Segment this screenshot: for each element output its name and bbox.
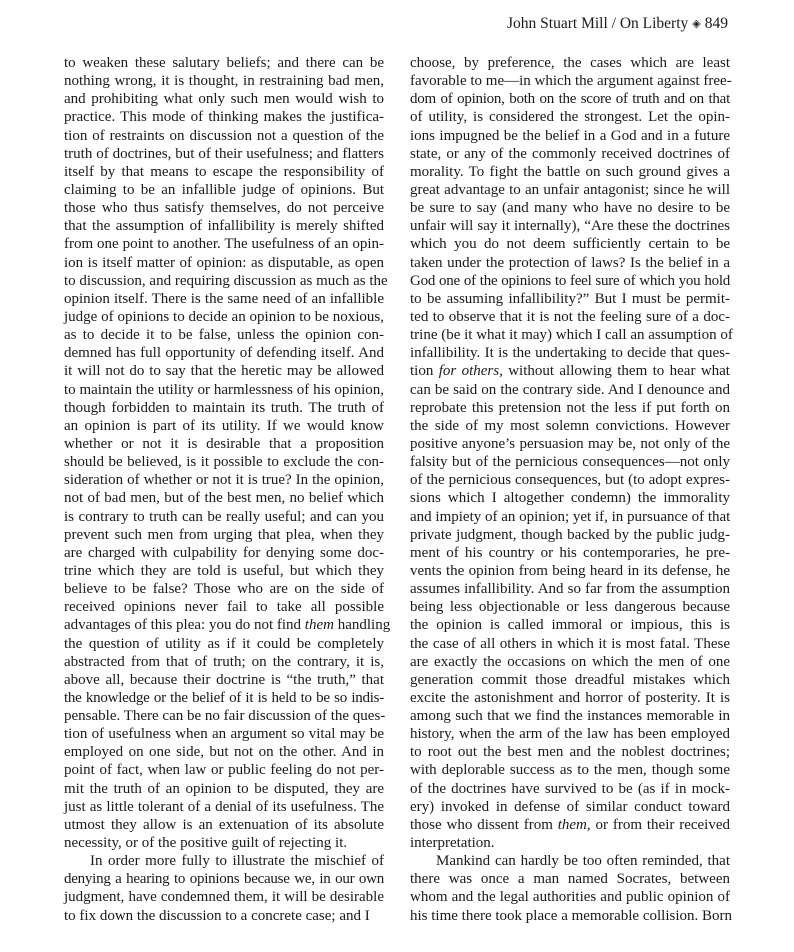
emphasis-run: them, bbox=[557, 816, 591, 833]
text-line: demned has full opportunity of defending itself. And bbox=[64, 345, 384, 362]
text-line: necessity, or of the positive guilt of rejecting it. bbox=[64, 835, 348, 852]
text-line: to fix down the discussion to a concrete case; and I bbox=[64, 907, 370, 924]
text-line: it will not do to say that the heretic may be allowed bbox=[64, 363, 384, 380]
text-line: prevent such men from urging that plea, when they bbox=[64, 526, 384, 543]
page-number: 849 bbox=[704, 15, 728, 32]
text-line: ion is itself matter of opinion: as disputable, as open bbox=[64, 254, 384, 271]
text-run: without allowing them to hear what bbox=[502, 363, 730, 380]
text-line: is contrary to truth can be really useful; and can you bbox=[64, 508, 384, 525]
text-line: practice. This mode of thinking makes the justifica- bbox=[64, 109, 384, 126]
text-line: the knowledge or the belief of it is held to be so indis- bbox=[64, 689, 384, 706]
text-line: utmost they allow is an extenuation of its absolute bbox=[64, 816, 384, 833]
text-line: dom of opinion, both on the score of truth and on that bbox=[410, 91, 730, 108]
text-line: judge of opinions to decide an opinion to be noxious, bbox=[64, 308, 384, 325]
text-line: In order more fully to illustrate the mischief of bbox=[90, 853, 384, 870]
text-line: judgment, have condemned them, it will be desirable bbox=[64, 889, 384, 906]
text-line: his time there took place a memorable collision. Born bbox=[410, 907, 732, 924]
text-line: whether or not it is desirable that a proposition bbox=[64, 435, 384, 452]
text-line: those who thus satisfy themselves, do not perceive bbox=[64, 200, 384, 217]
text-line: whom and the legal authorities and public opinion of bbox=[410, 889, 730, 906]
text-line: can be said on the contrary side. And I denounce and bbox=[410, 381, 730, 398]
text-line: though forbidden to maintain its truth. The truth of bbox=[64, 399, 384, 416]
text-run: handling bbox=[333, 617, 391, 634]
text-line: above all, because their doctrine is “the truth,” that bbox=[64, 671, 384, 688]
text-line: trine (be it what it may) which I call an assumption of bbox=[410, 327, 733, 344]
text-line: generation commit those dreadful mistakes which bbox=[410, 671, 730, 688]
text-line: among such that we find the instances memorable in bbox=[410, 708, 730, 725]
text-line: as to decide it to be false, unless the opinion con- bbox=[64, 327, 384, 344]
text-line: to root out the best men and the noblest doctrines; bbox=[410, 744, 730, 761]
text-run: advantages of this plea: you do not find bbox=[64, 617, 305, 634]
text-line: vents the opinion from being heard in its defense, he bbox=[410, 562, 730, 579]
text-line: just as little tolerant of a denial of its usefulness. The bbox=[64, 798, 384, 815]
text-line: claiming to be an infallible judge of opinions. But bbox=[64, 181, 384, 198]
text-line: tion of restraints on discussion not a question of the bbox=[64, 127, 384, 144]
text-line: trine which they are told is useful, but which they bbox=[64, 562, 384, 579]
right-column bbox=[410, 54, 733, 925]
text-line: there was once a man named Socrates, between bbox=[410, 871, 730, 888]
text-line: of the pernicious consequences, but (to adopt expres- bbox=[410, 472, 730, 489]
emphasis-run: them bbox=[304, 617, 334, 634]
text-line: which you do not deem sufficiently certain to be bbox=[410, 236, 730, 253]
text-line: itself by that means to escape the responsibility of bbox=[64, 163, 384, 180]
text-line: denying a hearing to opinions because we, in our own bbox=[64, 871, 384, 888]
text-line: to be assuming infallibility?” But I must be permit- bbox=[410, 290, 730, 307]
text-line: falsity but of the pernicious consequences—not only bbox=[410, 454, 730, 471]
text-line: should be believed, is it possible to exclude the con- bbox=[64, 454, 384, 471]
text-line: of utility, is considered the strongest. Let the opin- bbox=[410, 109, 730, 126]
text-line: interpretation. bbox=[410, 835, 495, 852]
diamond-separator-icon: ◈ bbox=[692, 18, 701, 30]
text-line bbox=[64, 616, 391, 634]
text-line: the side of my most solemn convictions. However bbox=[410, 417, 730, 434]
text-line: ions impugned be the belief in a God and in a future bbox=[410, 127, 730, 144]
text-line: and impiety of an opinion; yet if, in pursuance of that bbox=[410, 508, 731, 525]
text-line: opinion itself. There is the same need of an infallible bbox=[64, 290, 384, 307]
text-line: and prohibiting what only such men would wish to bbox=[64, 91, 384, 108]
text-line: with deplorable success as to the men, though some bbox=[410, 762, 730, 779]
text-line: favorable to me—in which the argument against free- bbox=[410, 73, 732, 90]
running-head bbox=[507, 14, 728, 35]
text-line: point of fact, when law or public feeling do not per- bbox=[64, 762, 384, 779]
text-line: received opinions never fail to take all possible bbox=[64, 599, 384, 616]
text-line: being less objectionable or less dangerous because bbox=[410, 599, 730, 616]
text-line: morality. To fight the battle on such ground gives a bbox=[410, 163, 730, 180]
text-line: truth of doctrines, but of their usefulness; and flatters bbox=[64, 145, 384, 162]
text-line: the opinion is called immoral or impious, this is bbox=[410, 617, 730, 634]
text-line: are charged with culpability for denying some doc- bbox=[64, 544, 384, 561]
text-line: believe to be false? Those who are on the side of bbox=[64, 581, 384, 598]
left-column bbox=[64, 54, 391, 925]
text-line: of the doctrines have survived to be (as if in mock- bbox=[410, 780, 730, 797]
emphasis-run: for others, bbox=[438, 363, 503, 380]
text-line: an opinion is part of its utility. If we would know bbox=[64, 417, 384, 434]
text-run: or from their received bbox=[590, 816, 730, 833]
text-line: that the assumption of infallibility is merely shifted bbox=[64, 218, 384, 235]
text-line: to discussion, and requiring discussion as much as the bbox=[64, 272, 388, 289]
text-line: the question of utility as if it could be completely bbox=[64, 635, 384, 652]
text-line: infallibility. It is the undertaking to decide that ques- bbox=[410, 345, 730, 362]
text-line: be sure to say (and many who have no desire to be bbox=[410, 200, 730, 217]
text-run: tion bbox=[410, 363, 439, 380]
text-line: to maintain the utility or harmlessness of his opinion, bbox=[64, 381, 384, 398]
text-line: not of bad men, but of the best men, no belief which bbox=[64, 490, 384, 507]
text-line: unfair will say it internally), “Are these the doctrines bbox=[410, 218, 730, 235]
text-line: mit the truth of an opinion to be disputed, they are bbox=[64, 780, 384, 797]
text-line: nothing wrong, it is thought, in restraining bad men, bbox=[64, 73, 384, 90]
text-line: history, when the arm of the law has been employed bbox=[410, 726, 730, 743]
text-line: reprobate this pretension not the less if put forth on bbox=[410, 399, 730, 416]
running-head-title: John Stuart Mill / On Liberty bbox=[507, 15, 689, 32]
text-run: those who dissent from bbox=[410, 816, 558, 833]
text-line bbox=[410, 816, 730, 834]
text-line: Mankind can hardly be too often reminded, that bbox=[436, 853, 730, 870]
text-line: sions which I altogether condemn) the immorality bbox=[410, 490, 730, 507]
text-line bbox=[410, 362, 730, 380]
text-line: the case of all others in which it is most fatal. These bbox=[410, 635, 730, 652]
text-line: tion of usefulness when an argument so vital may be bbox=[64, 726, 384, 743]
text-line: are exactly the occasions on which the men of one bbox=[410, 653, 730, 670]
text-line: from one point to another. The usefulness of an opin- bbox=[64, 236, 384, 253]
text-line: abstracted from that of truth; on the contrary, it is, bbox=[64, 653, 384, 670]
text-line: excite the astonishment and horror of posterity. It is bbox=[410, 689, 730, 706]
text-line: sideration of whether or not it is true? In the opinion, bbox=[64, 472, 384, 489]
text-line: assumes infallibility. And so far from the assumption bbox=[410, 581, 730, 598]
text-line: private judgment, though backed by the public judg- bbox=[410, 526, 730, 543]
text-line: taken under the protection of laws? Is the belief in a bbox=[410, 254, 730, 271]
text-line: ment of his country or his contemporaries, he pre- bbox=[410, 544, 730, 561]
text-line: to weaken these salutary beliefs; and there can be bbox=[64, 55, 384, 71]
text-line: ted to observe that it is not the feeling sure of a doc- bbox=[410, 308, 730, 325]
text-line: employed on one side, but not on the other. And in bbox=[64, 744, 384, 761]
text-line: great advantage to an unfair antagonist; since he will bbox=[410, 181, 730, 198]
text-line: choose, by preference, the cases which are least bbox=[410, 55, 730, 71]
text-line: positive anyone’s persuasion may be, not only of the bbox=[410, 435, 730, 452]
text-line: God one of the opinions to feel sure of which you hold bbox=[410, 272, 730, 289]
text-line: ery) invoked in defense of similar conduct toward bbox=[410, 798, 730, 815]
text-line: pensable. There can be no fair discussion of the ques- bbox=[64, 708, 386, 725]
text-line: state, or any of the commonly received doctrines of bbox=[410, 145, 730, 162]
